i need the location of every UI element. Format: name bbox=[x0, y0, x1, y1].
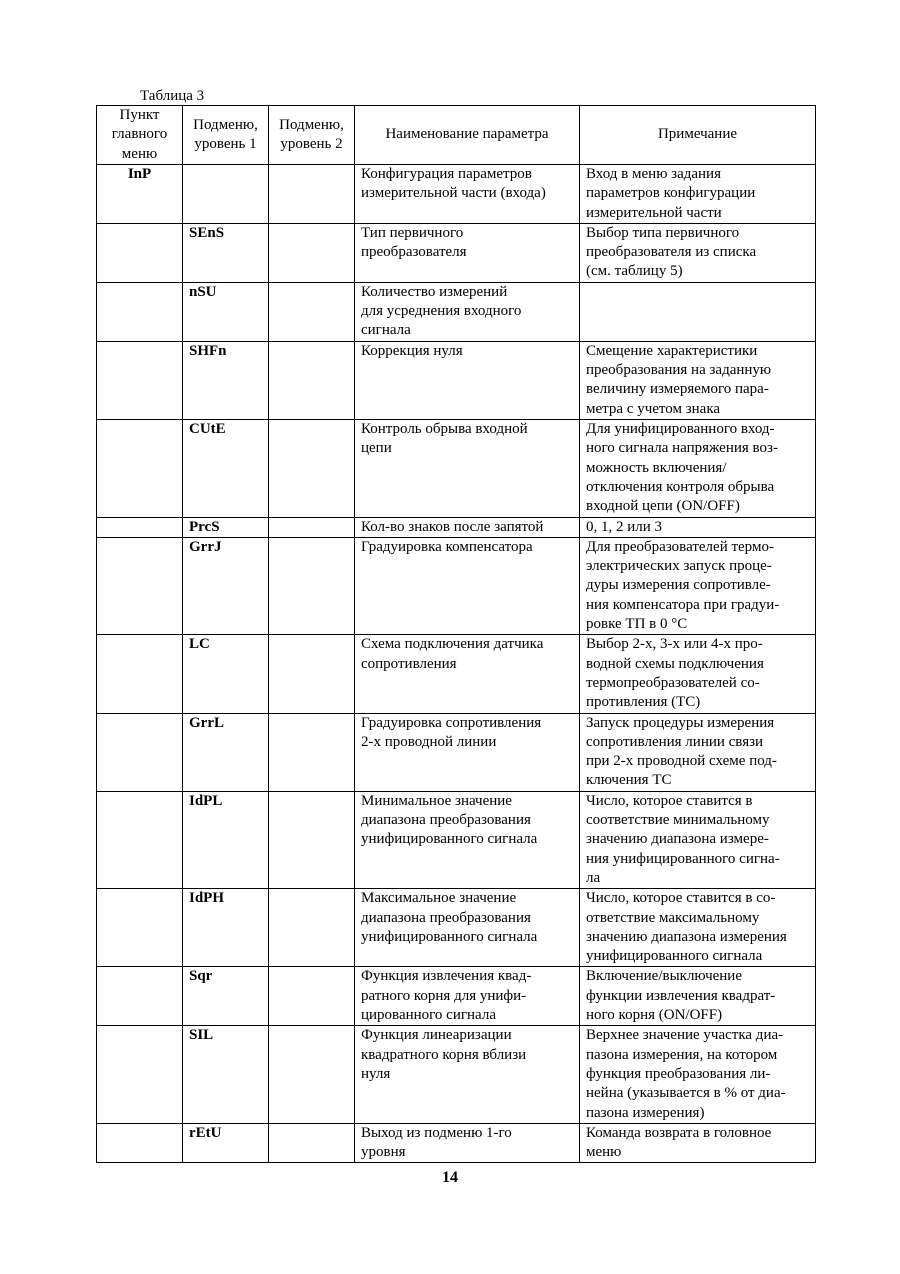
cell-note: Верхнее значение участка диа- пазона измерения, на котором функция преобразования ли- нейна (указывается в % от диа- пазона измерения) bbox=[580, 1026, 816, 1123]
cell-sub1: IdPL bbox=[183, 791, 269, 888]
table-header-row bbox=[97, 106, 816, 165]
table-row bbox=[97, 223, 816, 282]
cell-sub1: SEnS bbox=[183, 223, 269, 282]
cell-sub1: rEtU bbox=[183, 1123, 269, 1163]
cell-sub2 bbox=[269, 223, 355, 282]
cell-sub1: SHFn bbox=[183, 341, 269, 419]
table-caption: Таблица 3 bbox=[140, 88, 205, 104]
table-row bbox=[97, 791, 816, 888]
header-main-menu: Пункт главного меню bbox=[97, 106, 183, 165]
cell-sub1: GrrJ bbox=[183, 537, 269, 634]
cell-note: Для преобразователей термо- электрических запуск проце- дуры измерения сопротивле- ния компенсатора при градуи- ровке ТП в 0 °С bbox=[580, 537, 816, 634]
cell-note: Смещение характеристики преобразования на заданную величину измеряемого пара- метра с учетом знака bbox=[580, 341, 816, 419]
cell-sub1: IdPH bbox=[183, 889, 269, 967]
cell-note: Команда возврата в головное меню bbox=[580, 1123, 816, 1163]
table-row bbox=[97, 1123, 816, 1163]
table-row bbox=[97, 537, 816, 634]
cell-main bbox=[97, 420, 183, 517]
table-row bbox=[97, 517, 816, 537]
cell-sub2 bbox=[269, 889, 355, 967]
cell-note: Число, которое ставится в соответствие минимальному значению диапазона измере- ния унифицированного сигна- ла bbox=[580, 791, 816, 888]
table-row bbox=[97, 420, 816, 517]
cell-note: Запуск процедуры измерения сопротивления линии связи при 2-х проводной схеме под- ключения ТС bbox=[580, 713, 816, 791]
cell-sub1: SIL bbox=[183, 1026, 269, 1123]
cell-sub1: nSU bbox=[183, 282, 269, 341]
cell-sub2 bbox=[269, 791, 355, 888]
cell-name: Контроль обрыва входной цепи bbox=[355, 420, 580, 517]
cell-sub2 bbox=[269, 420, 355, 517]
table-row bbox=[97, 341, 816, 419]
cell-name: Градуировка компенсатора bbox=[355, 537, 580, 634]
header-submenu-2: Подменю, уровень 2 bbox=[269, 106, 355, 165]
table-row bbox=[97, 282, 816, 341]
cell-main bbox=[97, 967, 183, 1026]
cell-name: Минимальное значение диапазона преобразования унифицированного сигнала bbox=[355, 791, 580, 888]
cell-name: Кол-во знаков после запятой bbox=[355, 517, 580, 537]
cell-name: Градуировка сопротивления 2-х проводной линии bbox=[355, 713, 580, 791]
page-number: 14 bbox=[442, 1169, 458, 1186]
cell-main bbox=[97, 223, 183, 282]
cell-sub1: CUtE bbox=[183, 420, 269, 517]
cell-sub1: Sqr bbox=[183, 967, 269, 1026]
cell-name: Максимальное значение диапазона преобразования унифицированного сигнала bbox=[355, 889, 580, 967]
header-param-name: Наименование параметра bbox=[355, 106, 580, 165]
cell-name: Выход из подменю 1-го уровня bbox=[355, 1123, 580, 1163]
cell-main: InP bbox=[97, 165, 183, 224]
cell-note: Для унифицированного вход- ного сигнала напряжения воз- можность включения/ отключения контроля обрыва входной цепи (ON/OFF) bbox=[580, 420, 816, 517]
cell-main bbox=[97, 537, 183, 634]
cell-name: Тип первичного преобразователя bbox=[355, 223, 580, 282]
cell-sub1: GrrL bbox=[183, 713, 269, 791]
cell-main bbox=[97, 713, 183, 791]
cell-main bbox=[97, 517, 183, 537]
cell-name: Коррекция нуля bbox=[355, 341, 580, 419]
cell-sub2 bbox=[269, 1026, 355, 1123]
cell-note bbox=[580, 282, 816, 341]
cell-name: Количество измерений для усреднения входного сигнала bbox=[355, 282, 580, 341]
cell-note: Выбор типа первичного преобразователя из списка (см. таблицу 5) bbox=[580, 223, 816, 282]
cell-sub2 bbox=[269, 517, 355, 537]
table-row bbox=[97, 635, 816, 713]
cell-sub2 bbox=[269, 635, 355, 713]
cell-main bbox=[97, 341, 183, 419]
cell-main bbox=[97, 889, 183, 967]
cell-main bbox=[97, 282, 183, 341]
cell-sub2 bbox=[269, 1123, 355, 1163]
cell-name: Функция извлечения квад- ратного корня для унифи- цированного сигнала bbox=[355, 967, 580, 1026]
cell-sub2 bbox=[269, 282, 355, 341]
cell-sub2 bbox=[269, 341, 355, 419]
parameters-table bbox=[96, 105, 816, 1163]
cell-note: Включение/выключение функции извлечения квадрат- ного корня (ON/OFF) bbox=[580, 967, 816, 1026]
table-row bbox=[97, 165, 816, 224]
cell-main bbox=[97, 1123, 183, 1163]
cell-main bbox=[97, 635, 183, 713]
table-row bbox=[97, 1026, 816, 1123]
cell-name: Схема подключения датчика сопротивления bbox=[355, 635, 580, 713]
cell-sub2 bbox=[269, 713, 355, 791]
table-row bbox=[97, 713, 816, 791]
header-note: Примечание bbox=[580, 106, 816, 165]
cell-main bbox=[97, 1026, 183, 1123]
cell-sub1 bbox=[183, 165, 269, 224]
cell-note: Выбор 2-х, 3-х или 4-х про- водной схемы подключения термопреобразователей со- противления (ТС) bbox=[580, 635, 816, 713]
cell-main bbox=[97, 791, 183, 888]
table-row bbox=[97, 967, 816, 1026]
cell-note: Число, которое ставится в со- ответствие максимальному значению диапазона измерения унифицированного сигнала bbox=[580, 889, 816, 967]
cell-name: Конфигурация параметров измерительной части (входа) bbox=[355, 165, 580, 224]
cell-note: 0, 1, 2 или 3 bbox=[580, 517, 816, 537]
cell-sub2 bbox=[269, 165, 355, 224]
cell-sub1: PrcS bbox=[183, 517, 269, 537]
cell-sub2 bbox=[269, 537, 355, 634]
header-submenu-1: Подменю, уровень 1 bbox=[183, 106, 269, 165]
cell-name: Функция линеаризации квадратного корня вблизи нуля bbox=[355, 1026, 580, 1123]
table-row bbox=[97, 889, 816, 967]
cell-sub2 bbox=[269, 967, 355, 1026]
cell-note: Вход в меню задания параметров конфигурации измерительной части bbox=[580, 165, 816, 224]
cell-sub1: LC bbox=[183, 635, 269, 713]
